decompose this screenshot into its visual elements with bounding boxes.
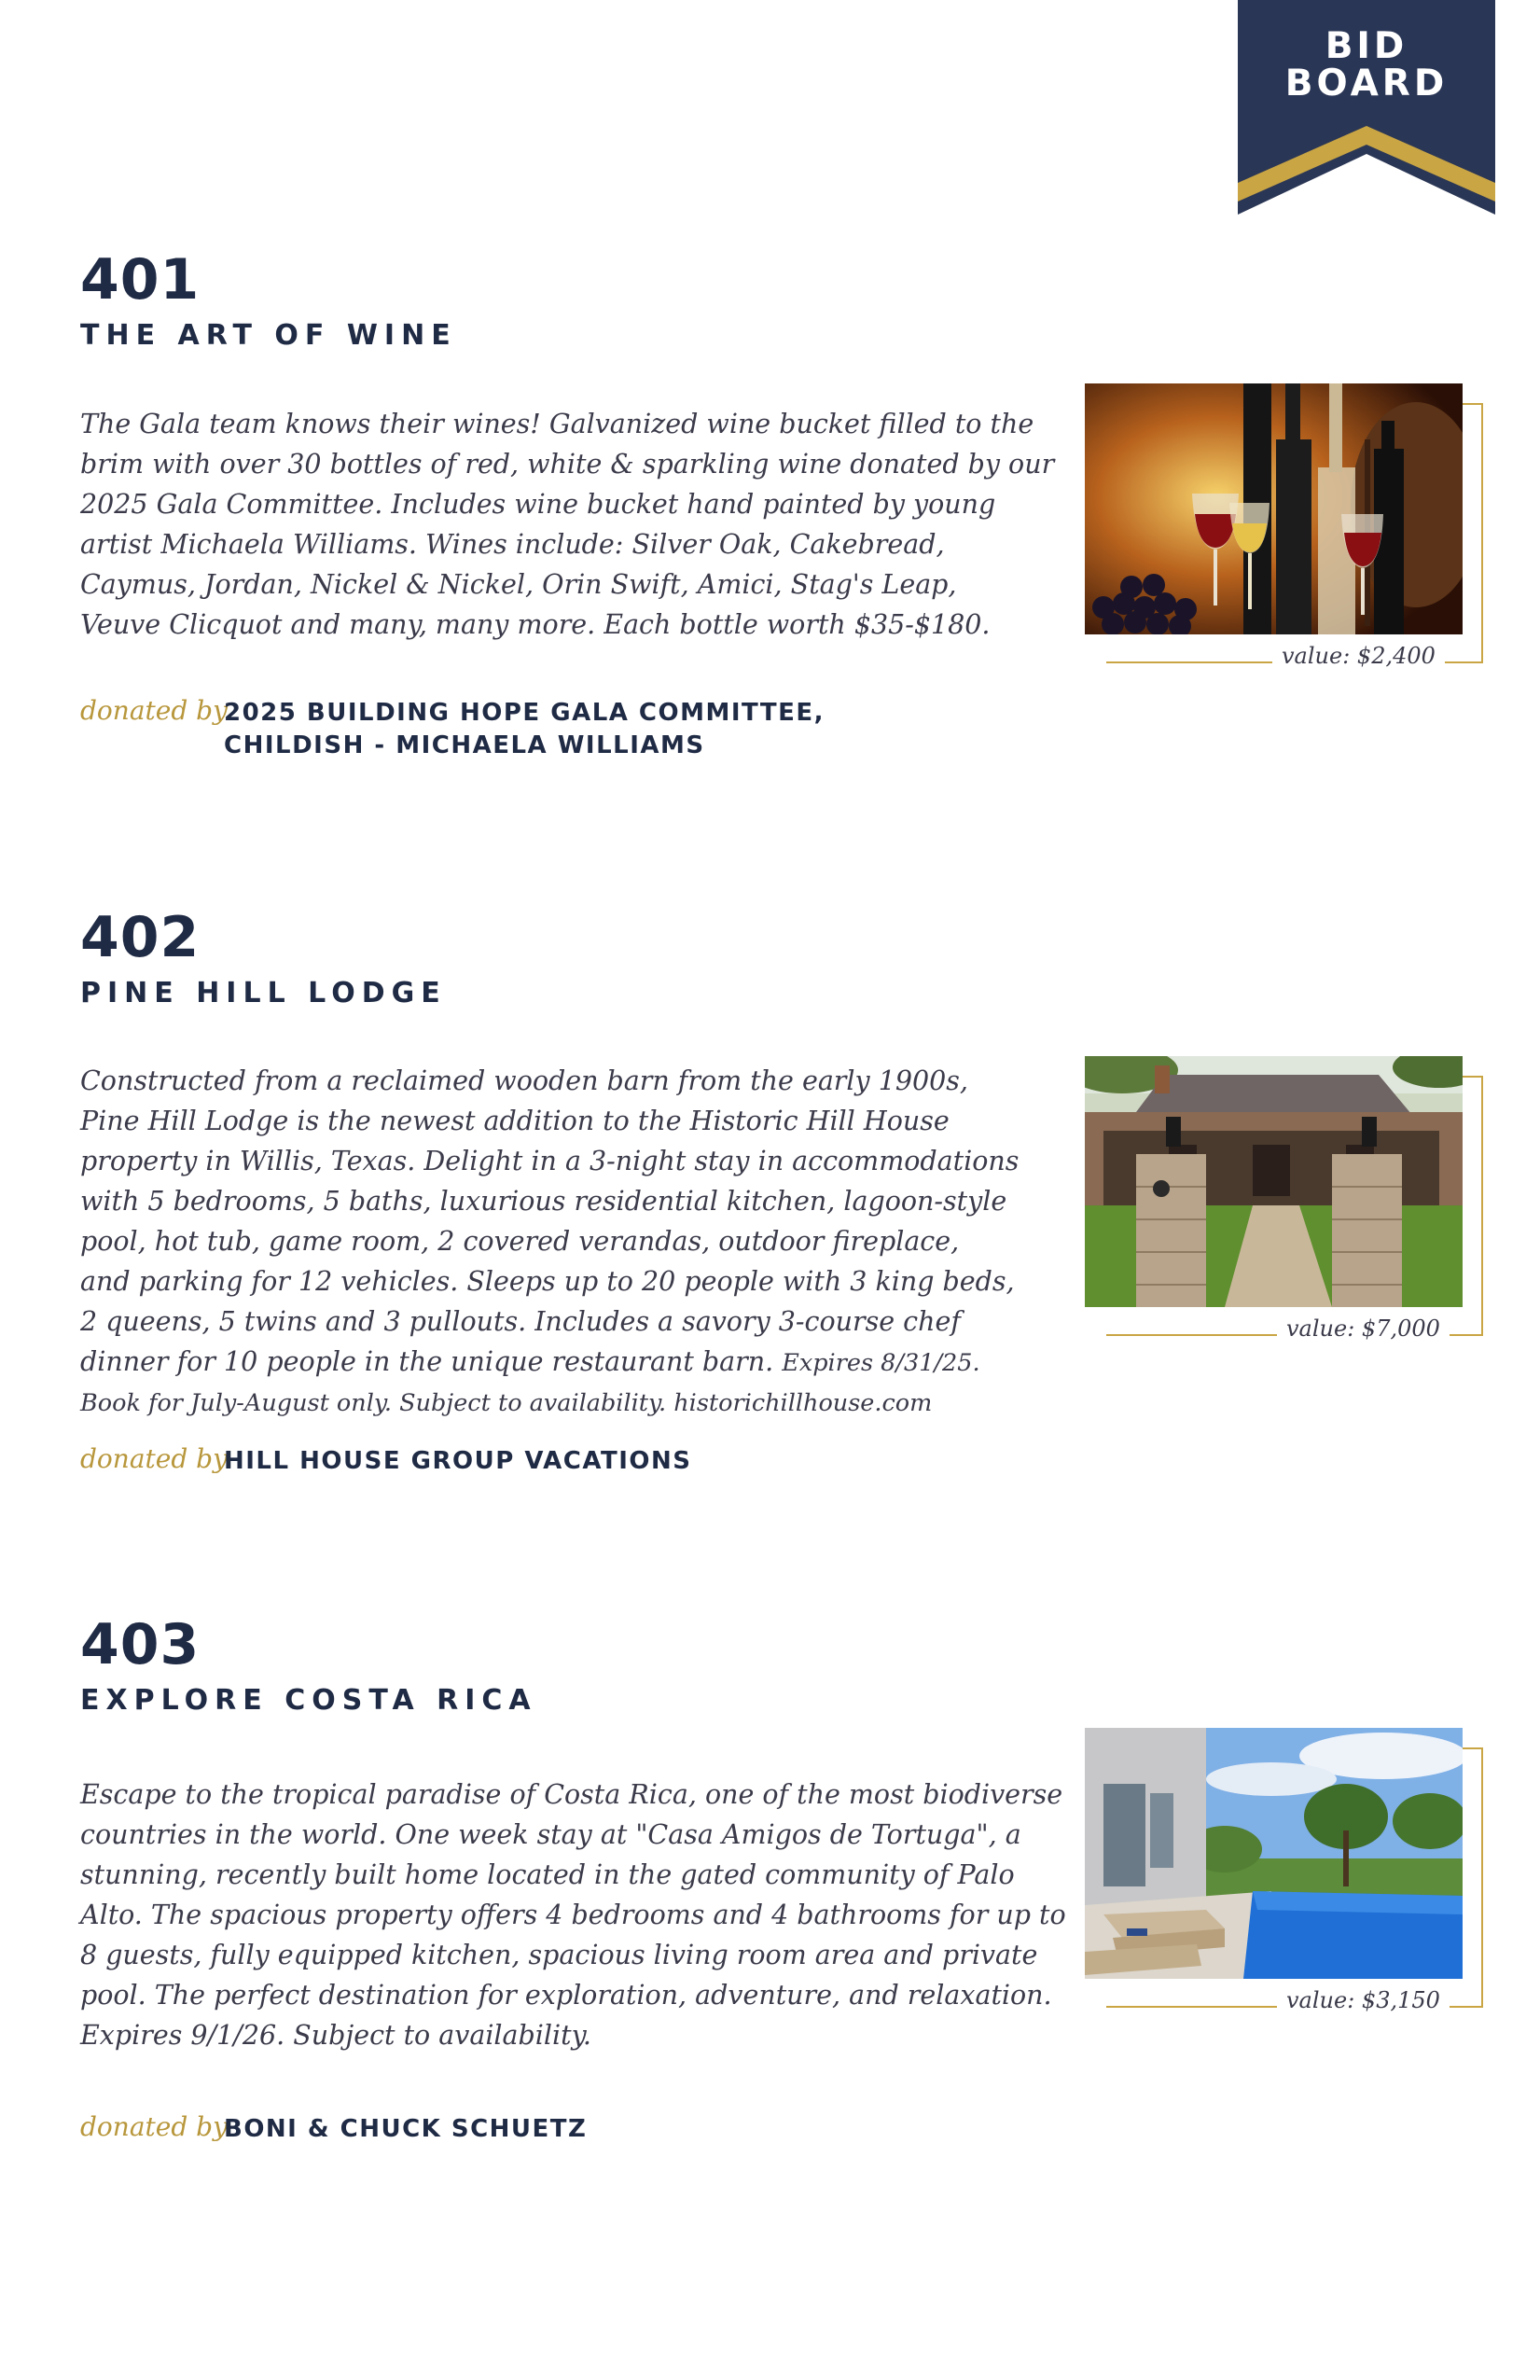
description-line: stunning, recently built home located in the gated community of Palo — [80, 1859, 1015, 1890]
item-title: PINE HILL LODGE — [80, 977, 447, 1009]
description-line: and parking for 12 vehicles. Sleeps up to 20 people with 3 king beds, — [80, 1266, 1015, 1297]
donor-name — [224, 1445, 691, 1478]
description-line: property in Willis, Texas. Delight in a 3-night stay in accommodations — [80, 1146, 1020, 1176]
item-title: EXPLORE COSTA RICA — [80, 1684, 537, 1717]
item-description — [80, 1775, 1066, 2055]
badge-line2: BOARD — [1284, 63, 1449, 104]
donated-by-label: donated by — [80, 695, 228, 726]
item-number: 402 — [80, 905, 201, 970]
description-line: 2 queens, 5 twins and 3 pullouts. Includes a savory 3-course chef — [80, 1306, 961, 1337]
donor-name — [224, 697, 825, 762]
badge-line1: BID — [1325, 25, 1408, 67]
description-line: 2025 Gala Committee. Includes wine bucket hand painted by young — [80, 489, 996, 520]
item-number: 403 — [80, 1612, 201, 1677]
wine-bottles-photo — [1085, 383, 1463, 634]
donated-by-label: donated by — [80, 1443, 228, 1474]
donor-line: BONI & CHUCK SCHUETZ — [224, 2115, 588, 2143]
pool-terrace-photo — [1085, 1728, 1463, 1979]
description-line: artist Michaela Williams. Wines include: Silver Oak, Cakebread, — [80, 529, 945, 560]
description-line: Veuve Clicquot and many, many more. Each bottle worth $35-$180. — [80, 609, 991, 640]
item-value: value: $2,400 — [1272, 643, 1445, 669]
donated-by-label: donated by — [80, 2111, 228, 2142]
description-line — [80, 1342, 1060, 1384]
item-number: 401 — [80, 247, 201, 313]
description-line: 8 guests, fully equipped kitchen, spacious living room area and private — [80, 1940, 1038, 1970]
description-line: with 5 bedrooms, 5 baths, luxurious residential kitchen, lagoon-style — [80, 1186, 1007, 1217]
description-line: countries in the world. One week stay at "Casa Amigos de Tortuga", a — [80, 1819, 1021, 1850]
description-text: dinner for 10 people in the unique restaurant barn. — [80, 1346, 774, 1377]
bid-board-label — [1238, 25, 1495, 104]
lodge-photo — [1085, 1056, 1463, 1307]
description-line: brim with over 30 bottles of red, white & sparkling wine donated by our — [80, 449, 1055, 480]
donor-line: CHILDISH - MICHAELA WILLIAMS — [224, 731, 705, 759]
description-line: Pine Hill Lodge is the newest addition to the Historic Hill House — [80, 1106, 950, 1136]
description-line: Caymus, Jordan, Nickel & Nickel, Orin Swift, Amici, Stag's Leap, — [80, 569, 957, 600]
item-description — [80, 404, 1060, 645]
description-line: Escape to the tropical paradise of Costa Rica, one of the most biodiverse — [80, 1779, 1063, 1810]
description-line: pool. The perfect destination for exploration, adventure, and relaxation. — [80, 1980, 1052, 2011]
donor-line: 2025 BUILDING HOPE GALA COMMITTEE, — [224, 699, 825, 727]
item-title: THE ART OF WINE — [80, 319, 457, 352]
donor-line: HILL HOUSE GROUP VACATIONS — [224, 1447, 692, 1475]
description-line: The Gala team knows their wines! Galvanized wine bucket filled to the — [80, 409, 1034, 439]
description-line: Expires 9/1/26. Subject to availability. — [80, 2020, 591, 2051]
item-value: value: $3,150 — [1277, 1987, 1450, 2013]
fine-print: Book for July-August only. Subject to availability. historichillhouse.com — [80, 1389, 933, 1417]
expires-text: Expires 8/31/25. — [782, 1349, 980, 1377]
description-line: Alto. The spacious property offers 4 bedrooms and 4 bathrooms for up to — [80, 1900, 1066, 1930]
description-line: pool, hot tub, game room, 2 covered verandas, outdoor fireplace, — [80, 1226, 960, 1257]
item-description — [80, 1061, 1060, 1424]
donor-name — [224, 2113, 587, 2146]
description-line: Constructed from a reclaimed wooden barn from the early 1900s, — [80, 1065, 968, 1096]
item-value: value: $7,000 — [1277, 1315, 1450, 1342]
